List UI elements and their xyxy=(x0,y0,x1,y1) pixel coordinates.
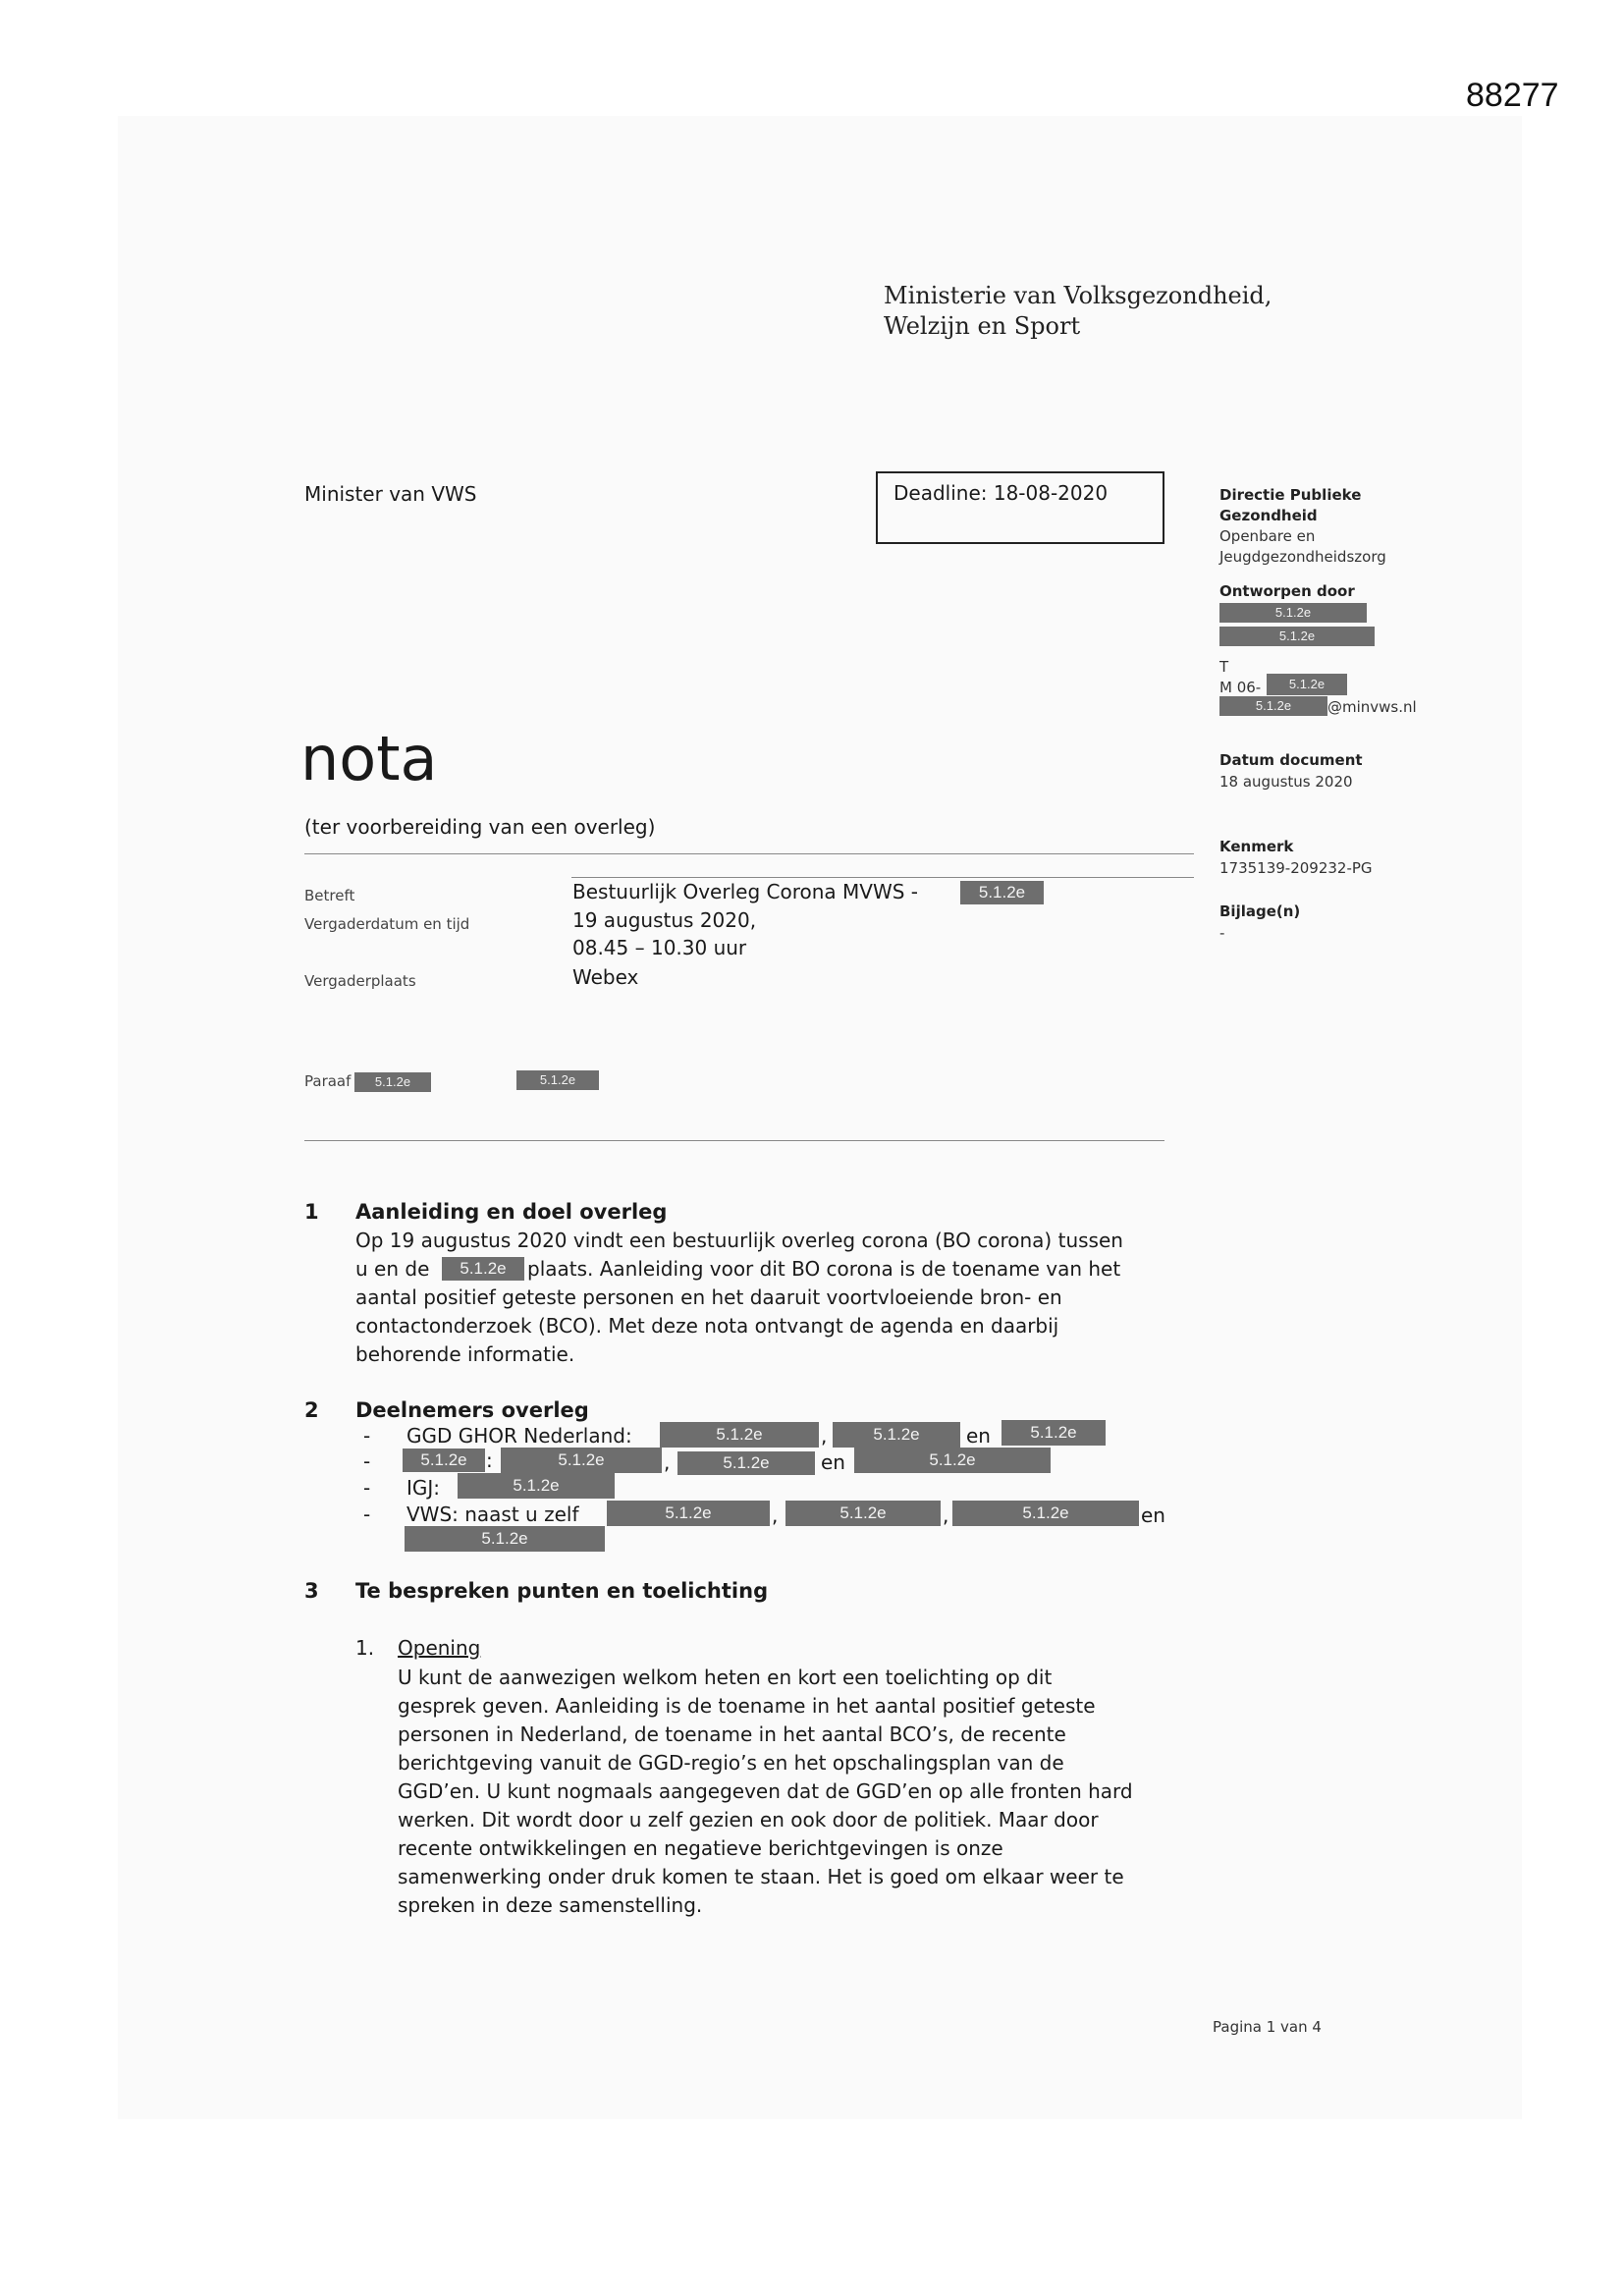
colon: : xyxy=(486,1449,493,1472)
text-line: berichtgeving vanuit de GGD-regio’s en het opschalingsplan van de xyxy=(398,1751,1064,1775)
agenda-item-title: Opening xyxy=(398,1636,481,1660)
redacted-block: 5.1.2e xyxy=(833,1422,960,1448)
text-line: samenwerking onder druk komen te staan. Het is goed om elkaar weer te xyxy=(398,1865,1124,1888)
redacted-block: 5.1.2e xyxy=(1267,674,1347,695)
agenda-item-number: 1. xyxy=(355,1636,375,1660)
bijlage-value: - xyxy=(1219,924,1225,942)
document-title: nota xyxy=(300,723,438,794)
vergaderdatum-value-1: 19 augustus 2020, xyxy=(572,908,757,932)
kenmerk-label: Kenmerk xyxy=(1219,838,1294,855)
vergaderplaats-label: Vergaderplaats xyxy=(304,972,416,990)
recipient: Minister van VWS xyxy=(304,482,477,506)
redacted-block: 5.1.2e xyxy=(785,1501,941,1526)
ministry-line-1: Ministerie van Volksgezondheid, xyxy=(884,282,1272,309)
redacted-block: 5.1.2e xyxy=(405,1526,605,1552)
list-dash: - xyxy=(363,1503,371,1526)
redacted-block: 5.1.2e xyxy=(442,1257,524,1281)
vergaderdatum-label: Vergaderdatum en tijd xyxy=(304,915,470,933)
comma: , xyxy=(943,1503,949,1527)
section-1-line: Op 19 augustus 2020 vindt een bestuurlijk overleg corona (BO corona) tussen xyxy=(355,1229,1123,1252)
redacted-block: 5.1.2e xyxy=(354,1072,431,1092)
conjunction-en: en xyxy=(821,1450,845,1474)
redacted-block: 5.1.2e xyxy=(1219,603,1367,623)
comma: , xyxy=(664,1450,671,1474)
email-suffix: @minvws.nl xyxy=(1327,698,1417,716)
deadline-text: Deadline: 18-08-2020 xyxy=(893,481,1109,505)
section-1-number: 1 xyxy=(304,1200,319,1224)
redacted-block: 5.1.2e xyxy=(458,1473,615,1499)
datum-document-label: Datum document xyxy=(1219,751,1363,769)
directie-line-2: Gezondheid xyxy=(1219,507,1318,524)
text-line: personen in Nederland, de toename in het aantal BCO’s, de recente xyxy=(398,1722,1066,1746)
datum-document-value: 18 augustus 2020 xyxy=(1219,773,1353,791)
section-3-heading: Te bespreken punten en toelichting xyxy=(355,1579,769,1603)
redacted-block: 5.1.2e xyxy=(1001,1420,1106,1446)
redacted-block: 5.1.2e xyxy=(403,1449,485,1472)
redacted-block: 5.1.2e xyxy=(1219,696,1327,716)
sub-directie-line-2: Jeugdgezondheidszorg xyxy=(1219,548,1386,566)
section-2-number: 2 xyxy=(304,1398,319,1422)
section-3-number: 3 xyxy=(304,1579,319,1603)
section-1-line: plaats. Aanleiding voor dit BO corona is de toename van het xyxy=(527,1257,1121,1281)
phone-m-label: M 06- xyxy=(1219,679,1262,696)
redacted-block: 5.1.2e xyxy=(677,1451,815,1475)
list-dash: - xyxy=(363,1476,371,1500)
participant-igj: IGJ: xyxy=(406,1476,441,1500)
redacted-block: 5.1.2e xyxy=(516,1070,599,1090)
text-line: GGD’en. U kunt nogmaals aangegeven dat de GGD’en op alle fronten hard xyxy=(398,1779,1133,1803)
divider xyxy=(571,877,1194,878)
participant-ggd-ghor: GGD GHOR Nederland: xyxy=(406,1424,632,1448)
participant-vws: VWS: naast u zelf xyxy=(406,1503,579,1526)
list-dash: - xyxy=(363,1424,371,1448)
text-line: gesprek geven. Aanleiding is de toename in het aantal positief geteste xyxy=(398,1694,1096,1718)
page-number: Pagina 1 van 4 xyxy=(1213,2018,1322,2036)
sub-directie-line-1: Openbare en xyxy=(1219,527,1316,545)
redacted-block: 5.1.2e xyxy=(607,1501,770,1526)
betreft-label: Betreft xyxy=(304,887,355,904)
kenmerk-value: 1735139-209232-PG xyxy=(1219,859,1373,877)
bijlage-label: Bijlage(n) xyxy=(1219,902,1301,920)
paraaf-label: Paraaf xyxy=(304,1072,352,1090)
sidebar-directie xyxy=(1219,485,1386,568)
ontworpen-label: Ontworpen door xyxy=(1219,582,1355,600)
document-subtitle: (ter voorbereiding van een overleg) xyxy=(304,815,656,839)
agenda-item-text xyxy=(398,1664,1133,1920)
divider xyxy=(304,1140,1164,1141)
section-2-heading: Deelnemers overleg xyxy=(355,1398,589,1422)
section-1-line: aantal positief geteste personen en het daaruit voortvloeiende bron- en xyxy=(355,1285,1062,1309)
text-line: recente ontwikkelingen en negatieve berichtgevingen is onze xyxy=(398,1836,1003,1860)
text-line: werken. Dit wordt door u zelf gezien en ook door de politiek. Maar door xyxy=(398,1808,1099,1831)
list-dash: - xyxy=(363,1449,371,1473)
comma: , xyxy=(821,1424,828,1448)
conjunction-en: en xyxy=(1141,1503,1165,1527)
document-number: 88277 xyxy=(1466,77,1559,114)
conjunction-en: en xyxy=(966,1424,991,1448)
comma: , xyxy=(772,1503,779,1527)
ministry-line-2: Welzijn en Sport xyxy=(884,312,1081,340)
redacted-block: 5.1.2e xyxy=(1219,627,1375,646)
section-1-line: contactonderzoek (BCO). Met deze nota ontvangt de agenda en daarbij xyxy=(355,1314,1059,1338)
redacted-block: 5.1.2e xyxy=(960,881,1044,904)
section-1-line: u en de xyxy=(355,1257,430,1281)
redacted-block: 5.1.2e xyxy=(660,1422,819,1448)
redacted-block: 5.1.2e xyxy=(952,1501,1139,1526)
directie-line-1: Directie Publieke xyxy=(1219,486,1362,504)
vergaderplaats-value: Webex xyxy=(572,965,639,989)
section-1-line: behorende informatie. xyxy=(355,1342,575,1366)
text-line: spreken in deze samenstelling. xyxy=(398,1893,703,1917)
betreft-value: Bestuurlijk Overleg Corona MVWS - xyxy=(572,880,918,903)
text-line: U kunt de aanwezigen welkom heten en kort een toelichting op dit xyxy=(398,1666,1053,1689)
divider xyxy=(304,853,1194,854)
redacted-block: 5.1.2e xyxy=(501,1448,662,1473)
vergaderdatum-value-2: 08.45 – 10.30 uur xyxy=(572,936,747,959)
phone-t-label: T xyxy=(1219,658,1229,676)
section-1-heading: Aanleiding en doel overleg xyxy=(355,1200,668,1224)
redacted-block: 5.1.2e xyxy=(854,1448,1051,1473)
